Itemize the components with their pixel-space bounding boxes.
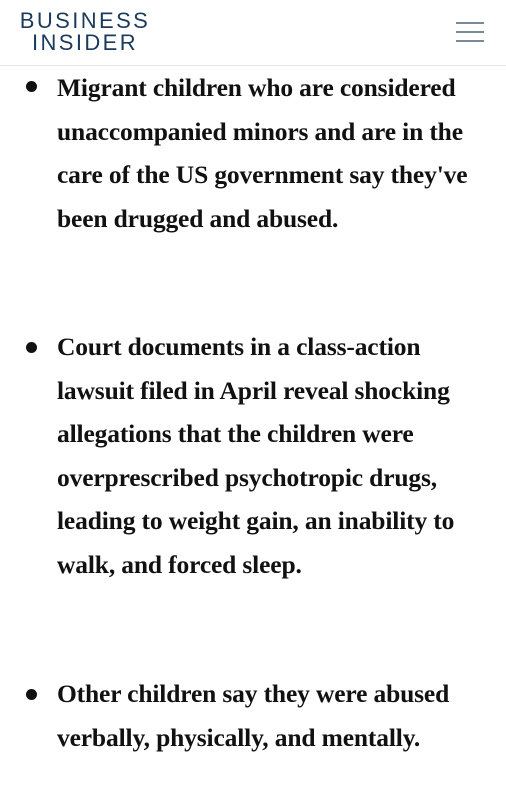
summary-bullet-text: Other children say they were abused verbally, physically, and mentally. [57, 679, 450, 752]
article-summary [0, 66, 506, 797]
site-header [0, 0, 506, 66]
bullet-dot-icon [26, 689, 37, 700]
bullet-dot-icon [26, 81, 37, 92]
summary-bullet-text: Migrant children who are considered unaccompanied minors and are in the care of the US government say they've been drugged and abused. [57, 73, 468, 233]
logo-line-2: INSIDER [31, 30, 139, 55]
summary-bullet-text: Court documents in a class-action lawsuit filed in April reveal shocking allegations that the children were overprescribed psychotropic drugs, leading to weight gain, an inability to walk, and forced sleep. [57, 332, 455, 579]
menu-button[interactable] [448, 16, 488, 50]
bullet-dot-icon [26, 342, 37, 353]
logo-line-1: BUSINESS [19, 8, 151, 33]
menu-bar-middle [456, 31, 484, 33]
menu-bar-bottom [456, 40, 484, 42]
menu-bar-top [456, 22, 484, 24]
business-insider-logo[interactable] [19, 10, 151, 54]
